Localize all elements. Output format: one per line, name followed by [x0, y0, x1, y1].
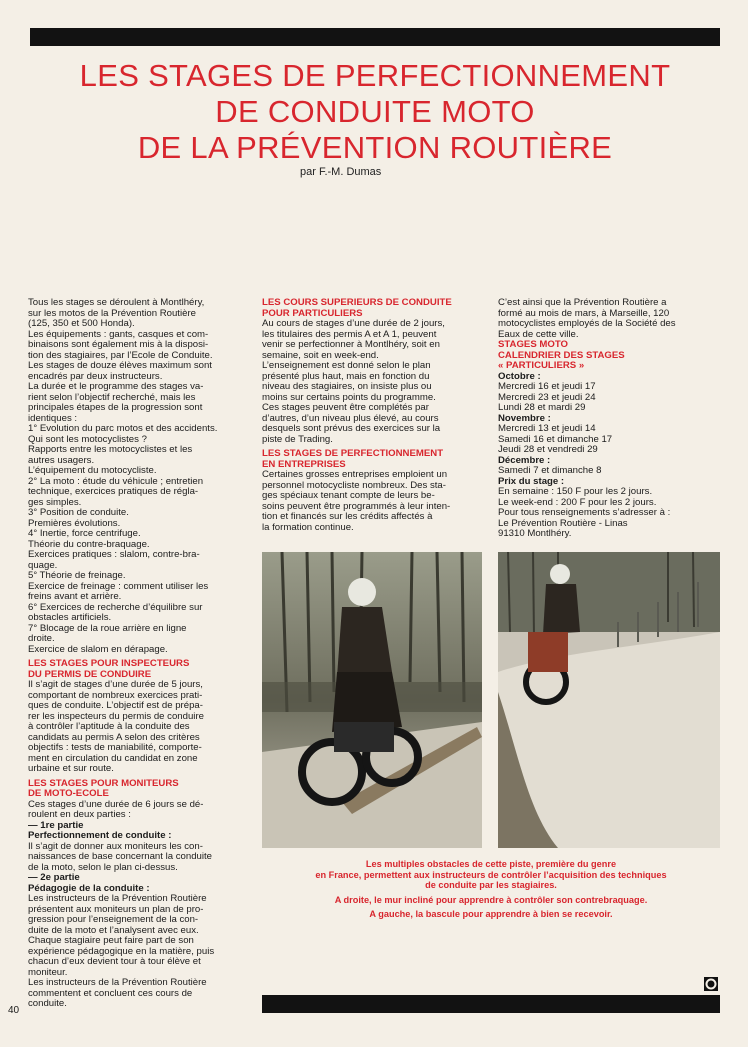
date-line: Mercredi 23 et jeudi 24 [498, 391, 596, 403]
byline: par F.-M. Dumas [300, 166, 382, 178]
part-label: — 2e partie [28, 872, 80, 883]
text-line: moniteur. [28, 966, 68, 978]
text-line: d’autres, d’un niveau plus élevé, au cours [262, 412, 439, 424]
text-line: ment en circulation du candidat en zone [28, 752, 198, 764]
date-line: Lundi 28 et mardi 29 [498, 402, 586, 413]
text-line: Les stages de douze élèves maximum sont [28, 360, 212, 371]
text-line: Les instructeurs de la Prévention Routière [28, 977, 207, 988]
text-line: comportant de nombreux exercices prati- [28, 689, 203, 701]
text-line: 3° Position de conduite. [28, 507, 129, 518]
section-heading-line: POUR PARTICULIERS [262, 307, 363, 319]
section-heading-line: CALENDRIER DES STAGES [498, 349, 625, 361]
section-heading-line: LES COURS SUPERIEURS DE CONDUITE [262, 297, 452, 308]
section-heading [498, 340, 720, 372]
section-heading-line: EN ENTREPRISES [262, 458, 346, 470]
date-line: Jeudi 28 et vendredi 29 [498, 444, 598, 455]
section-heading [28, 779, 246, 800]
text-line: candidats au permis A selon des critères [28, 731, 200, 743]
text-line: les titulaires des permis A et A 1, peuvent [262, 328, 437, 340]
text-line: expérience pédagogique en la matière, puis [28, 945, 215, 957]
section-heading-line: DE MOTO-ECOLE [28, 788, 109, 799]
text-line: Premières évolutions. [28, 517, 121, 529]
target-marker-icon [704, 977, 718, 991]
part-title: Perfectionnement de conduite : [28, 830, 172, 841]
section-heading-line: LES STAGES POUR INSPECTEURS [28, 658, 190, 669]
text-line: Il s’agit de stages d’une durée de 5 jours, [28, 679, 203, 690]
column-2 [262, 298, 482, 533]
section-heading-line: STAGES MOTO [498, 339, 569, 350]
text-line: Pour tous renseignements s’adresser à : [498, 507, 671, 518]
text-line: à contrôler l’aptitude à la conduite des [28, 721, 190, 732]
article-title [30, 58, 720, 166]
text-line: (125, 350 et 500 Honda). [28, 318, 135, 329]
text-line: Rapports entre les motocyclistes et les [28, 444, 193, 455]
text-line: Le Prévention Routière - Linas [498, 517, 628, 529]
text-line: Exercice de freinage : comment utiliser les [28, 580, 209, 592]
text-line: tion des stagiaires, par l’Ecole de Conduite. [28, 349, 213, 361]
text-line: rer les inspecteurs du permis de conduire [28, 710, 204, 722]
text-line: soins peuvent être programmés à leur inten- [262, 500, 451, 512]
text-line: Ces stages peuvent être complétés par [262, 402, 429, 413]
section-heading [28, 659, 246, 680]
text-line: En semaine : 150 F pour les 2 jours. [498, 486, 653, 497]
title-line: DE CONDUITE MOTO [215, 94, 535, 129]
caption-line: de conduite par les stagiaires. [425, 880, 557, 891]
text-line: binaisons sont également mis à la disposi- [28, 339, 209, 350]
bottom-bar [262, 995, 720, 1013]
text-line: 2° La moto : étude du véhicule ; entretien [28, 475, 204, 487]
text-line: principales étapes de la progression sont [28, 402, 203, 413]
text-line: Qui sont les motocyclistes ? [28, 433, 147, 445]
text-line: rient selon l’objectif recherché, mais les [28, 391, 196, 403]
text-line: sur les motos de la Prévention Routière [28, 307, 196, 319]
text-line: obstacles artificiels. [28, 612, 112, 623]
photo-caption [262, 859, 720, 924]
text-line: urbaine et sur route. [28, 763, 114, 774]
text-line: encadrés par deux instructeurs. [28, 370, 163, 382]
text-line: Ces stages d’une durée de 6 jours se dé- [28, 798, 204, 810]
text-line: Il s’agit de donner aux moniteurs les con- [28, 840, 203, 852]
column-1 [28, 298, 246, 1010]
text-line: quage. [28, 559, 58, 571]
text-line: moins sur certains points du programme. [262, 391, 436, 403]
text-line: naissances de base concernant la conduite [28, 851, 213, 862]
text-line: ges simples. [28, 496, 82, 508]
caption-left: A gauche, la bascule pour apprendre à bien se recevoir. [369, 909, 613, 920]
section-heading-line: LES STAGES POUR MONITEURS [28, 777, 179, 789]
text-line: Tous les stages se déroulent à Montlhéry, [28, 297, 205, 308]
date-line: Samedi 16 et dimanche 17 [498, 433, 613, 445]
text-line: Au cours de stages d’une durée de 2 jours, [262, 318, 445, 329]
text-line: Exercices pratiques : slalom, contre-bra- [28, 549, 200, 560]
title-line: LES STAGES DE PERFECTIONNEMENT [79, 58, 671, 93]
text-line: conduite. [28, 998, 67, 1009]
text-line: venir se perfectionner à Montlhéry, soit en [262, 339, 440, 350]
text-line: Théorie du contre-braquage. [28, 538, 150, 550]
text-line: C’est ainsi que la Prévention Routière a [498, 297, 667, 308]
text-line: 5° Théorie de freinage. [28, 570, 126, 581]
section-heading-line: LES STAGES DE PERFECTIONNEMENT [262, 448, 444, 459]
text-line: présenté plus haut, mais en fonction du [262, 370, 430, 382]
section-heading [262, 298, 482, 319]
text-line: motocyclistes employés de la Société des [498, 318, 676, 329]
text-line: niveau des stagiaires, on insiste plus ou [262, 381, 432, 392]
text-line: 7° Blocage de la roue arrière en ligne [28, 622, 187, 634]
text-line: Exercice de slalom en dérapage. [28, 643, 168, 655]
price-title: Prix du stage : [498, 475, 565, 487]
text-line: Les équipements : gants, casques et com- [28, 328, 209, 340]
section-heading-line: « PARTICULIERS » [498, 360, 585, 371]
text-line: Chaque stagiaire peut faire part de son [28, 935, 194, 946]
text-line: L’enseignement est donné selon le plan [262, 360, 431, 371]
text-line: desquels sont prévus des exercices sur la [262, 423, 441, 434]
text-line: roulent en deux parties : [28, 809, 131, 820]
text-line: Les instructeurs de la Prévention Routière [28, 893, 207, 904]
text-line: gression pour l’enseignement de la con- [28, 914, 199, 925]
text-line: personnel motocycliste nombreux. Des sta- [262, 479, 446, 491]
caption-line: en France, permettent aux instructeurs de contrôler l’acquisition des techniques [315, 869, 667, 880]
text-line: Certaines grosses entreprises emploient un [262, 469, 448, 480]
date-line: Samedi 7 et dimanche 8 [498, 465, 602, 476]
text-line: ques de conduite. L’objectif est de prépa- [28, 700, 203, 711]
date-line: Mercredi 13 et jeudi 14 [498, 423, 596, 434]
text-line: freins avant et arrière. [28, 591, 122, 602]
text-line: formé au mois de mars, à Marseille, 120 [498, 307, 670, 319]
month-label: Décembre : [498, 454, 551, 466]
text-line: présentent aux moniteurs un plan de pro- [28, 903, 204, 915]
text-line: semaine, soit en week-end. [262, 349, 379, 361]
column-3 [498, 298, 720, 540]
title-line: DE LA PRÉVENTION ROUTIÈRE [137, 130, 613, 165]
text-line: Eaux de cette ville. [498, 328, 579, 340]
section-heading [262, 449, 482, 470]
caption-line: Les multiples obstacles de cette piste, première du genre [365, 859, 617, 869]
month-label: Octobre : [498, 370, 541, 382]
top-bar [30, 28, 720, 46]
text-line: piste de Trading. [262, 433, 333, 445]
caption-main [262, 859, 720, 891]
text-line: de la moto, selon le plan ci-dessus. [28, 861, 178, 873]
photo-right-mur-incline [498, 552, 720, 848]
text-line: La durée et le programme des stages va- [28, 381, 204, 392]
text-line: objectifs : tests de maniabilité, comporte- [28, 742, 202, 753]
text-line: 91310 Montlhéry. [498, 528, 572, 539]
text-line: duite de la moto et l’analysent avec eux. [28, 924, 199, 936]
month-label: Novembre : [498, 412, 551, 424]
text-line: chacun d’eux devient tour à tour élève et [28, 956, 201, 967]
section-heading-line: DU PERMIS DE CONDUIRE [28, 668, 152, 680]
text-line: 6° Exercices de recherche d’équilibre sur [28, 601, 203, 613]
photo-left-bascule [262, 552, 482, 848]
text-line: autres usagers. [28, 454, 95, 466]
page-number: 40 [8, 1005, 20, 1016]
text-line: technique, exercices pratiques de régla- [28, 486, 199, 497]
part-label: — 1re partie [28, 819, 84, 831]
text-line: identiques : [28, 412, 78, 424]
date-line: Mercredi 16 et jeudi 17 [498, 381, 596, 392]
text-line: Le week-end : 200 F pour les 2 jours. [498, 496, 657, 508]
text-line: tion et financés sur les crédits affectés à [262, 511, 433, 522]
text-line: la formation continue. [262, 521, 354, 533]
caption-right: A droite, le mur incliné pour apprendre à contrôler son contrebraquage. [334, 894, 648, 905]
text-line: L’équipement du motocycliste. [28, 465, 157, 476]
text-line: 4° Inertie, force centrifuge. [28, 528, 141, 539]
text-line: commentent et concluent ces cours de [28, 987, 193, 999]
text-line: ges spéciaux tenant compte de leurs be- [262, 490, 435, 501]
text-line: droite. [28, 633, 55, 644]
text-line: 1° Evolution du parc motos et des accidents. [28, 423, 218, 434]
part-title: Pédagogie de la conduite : [28, 882, 150, 894]
